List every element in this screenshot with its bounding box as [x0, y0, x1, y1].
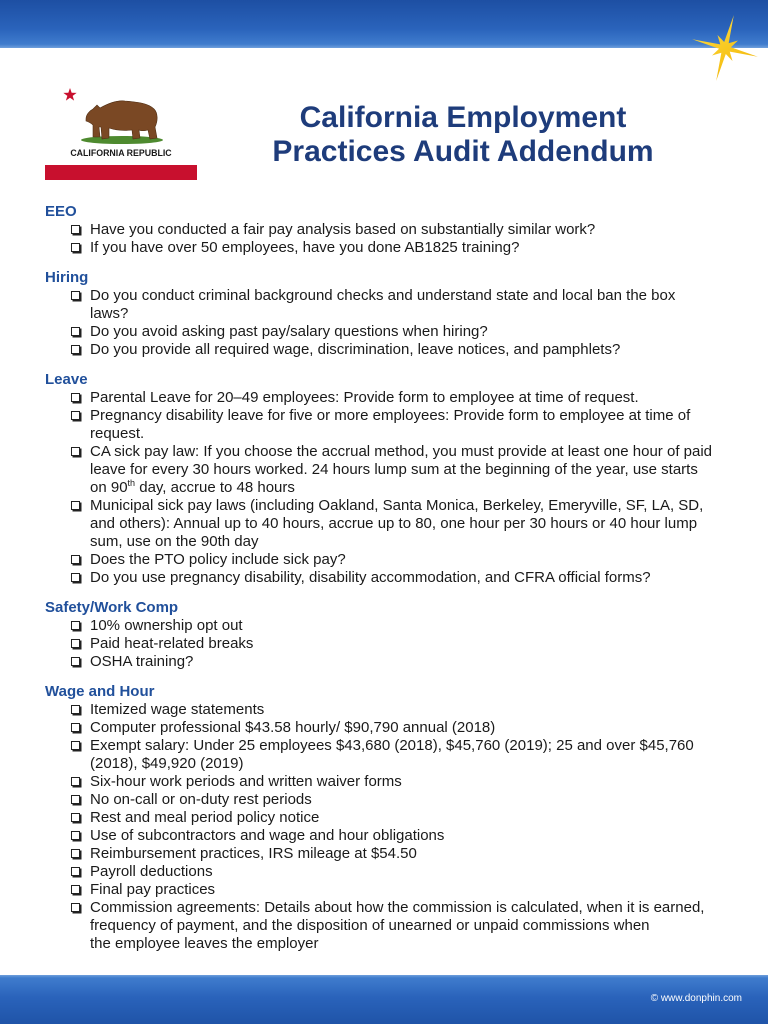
header-bar: [0, 0, 768, 48]
checklist-item-text: [90, 407, 745, 443]
checklist-item: [45, 497, 745, 551]
text-line: Pregnancy disability leave for five or more employees: Provide form to employee at time of: [90, 407, 691, 424]
checklist-item-text: [90, 569, 745, 587]
checklist-item-text: [90, 221, 745, 239]
red-stripe: [45, 165, 197, 180]
checkbox-icon: [71, 327, 80, 336]
text-line: If you have over 50 employees, have you done AB1825 training?: [90, 239, 520, 256]
checklist-item-text: [90, 239, 745, 257]
section-wage-and-hour: [45, 683, 745, 953]
checklist-item: [45, 635, 745, 653]
checklist-item-text: [90, 737, 745, 773]
checklist-item: [45, 719, 745, 737]
section-heading-eeo: EEO: [45, 203, 77, 220]
text-line: [90, 479, 745, 497]
checkbox-icon: [71, 813, 80, 822]
checklist-item: [45, 845, 745, 863]
california-flag: [45, 75, 197, 180]
checklist-item: [45, 791, 745, 809]
section-heading-wage-and-hour: Wage and Hour: [45, 683, 155, 700]
checkbox-icon: [71, 411, 80, 420]
text-line: (2018), $49,920 (2019): [90, 755, 244, 772]
page-title: [199, 101, 727, 169]
text-line: OSHA training?: [90, 653, 194, 670]
section-leave: [45, 371, 745, 587]
checklist-item: [45, 863, 745, 881]
text-line: Reimbursement practices, IRS mileage at $54.50: [90, 845, 417, 862]
checkbox-icon: [71, 741, 80, 750]
text-line: Six-hour work periods and written waiver forms: [90, 773, 402, 790]
checklist-item: [45, 323, 745, 341]
checklist-item-text: [90, 323, 745, 341]
checkbox-icon: [71, 723, 80, 732]
text-line: sum, use on the 90th day: [90, 533, 259, 550]
footer-bar: [0, 975, 768, 1024]
star-rays: [683, 8, 766, 90]
checklist-item: [45, 653, 745, 671]
text-line: Exempt salary: Under 25 employees $43,680 (2018), $45,760 (2019); 25 and over $45,760: [90, 737, 694, 754]
checkbox-icon: [71, 867, 80, 876]
checklist-item-text: [90, 389, 745, 407]
text-line: Have you conducted a fair pay analysis based on substantially similar work?: [90, 221, 596, 238]
section-hiring: [45, 269, 745, 359]
text-line: the employee leaves the employer: [90, 935, 319, 952]
checklist-item-text: [90, 635, 745, 653]
checklist-item: [45, 551, 745, 569]
checklist-item-text: [90, 863, 745, 881]
text-line: Rest and meal period policy notice: [90, 809, 320, 826]
checkbox-icon: [71, 345, 80, 354]
checklist-item: [45, 881, 745, 899]
checkbox-icon: [71, 639, 80, 648]
checklist-item: [45, 287, 745, 323]
text-line: laws?: [90, 305, 129, 322]
copyright-text: © www.donphin.com: [650, 993, 742, 1004]
checkbox-icon: [71, 621, 80, 630]
checklist-item-text: [90, 791, 745, 809]
checklist-item-text: [90, 899, 745, 953]
text-line: Payroll deductions: [90, 863, 213, 880]
checklist-item: [45, 617, 745, 635]
checklist-item-text: [90, 881, 745, 899]
section-eeo: [45, 203, 745, 257]
checkbox-icon: [71, 225, 80, 234]
checkbox-icon: [71, 885, 80, 894]
checklist-item: [45, 773, 745, 791]
flag-label: CALIFORNIA REPUBLIC: [70, 148, 172, 158]
checklist-item-text: [90, 443, 745, 497]
checkbox-icon: [71, 849, 80, 858]
text-line: Does the PTO policy include sick pay?: [90, 551, 346, 568]
section-heading-safety-work-comp: Safety/Work Comp: [45, 599, 179, 616]
checklist-item-text: [90, 341, 745, 359]
checklist-item-text: [90, 653, 745, 671]
text-line: Do you provide all required wage, discrimination, leave notices, and pamphlets?: [90, 341, 621, 358]
checklist: [45, 203, 745, 953]
checklist-item: [45, 341, 745, 359]
text-line: frequency of payment, and the disposition of unearned or unpaid commissions when: [90, 917, 650, 934]
checklist-item: [45, 221, 745, 239]
text-line: 10% ownership opt out: [90, 617, 243, 634]
title-line-2: Practices Audit Addendum: [272, 135, 654, 168]
text-line: leave for every 30 hours worked. 24 hours lump sum at the beginning of the year, use starts: [90, 461, 698, 478]
text-line: Do you avoid asking past pay/salary questions when hiring?: [90, 323, 488, 340]
checklist-item: [45, 239, 745, 257]
checkbox-icon: [71, 243, 80, 252]
text-segment: day, accrue to 48 hours: [135, 479, 295, 496]
title-line-1: California Employment: [299, 101, 627, 134]
checklist-item: [45, 737, 745, 773]
checkbox-icon: [71, 903, 80, 912]
checklist-item-text: [90, 809, 745, 827]
section-heading-leave: Leave: [45, 371, 88, 388]
text-line: Itemized wage statements: [90, 701, 265, 718]
checklist-item: [45, 827, 745, 845]
checkbox-icon: [71, 657, 80, 666]
checkbox-icon: [71, 447, 80, 456]
text-line: Use of subcontractors and wage and hour obligations: [90, 827, 445, 844]
text-line: Commission agreements: Details about how the commission is calculated, when it is earned,: [90, 899, 705, 916]
section-safety-work-comp: [45, 599, 745, 671]
text-line: Do you conduct criminal background checks and understand state and local ban the box: [90, 287, 676, 304]
checkbox-icon: [71, 705, 80, 714]
text-line: Municipal sick pay laws (including Oakland, Santa Monica, Berkeley, Emeryville, SF, LA, SD,: [90, 497, 704, 514]
checklist-item-text: [90, 497, 745, 551]
text-segment: on 90: [90, 479, 128, 496]
checkbox-icon: [71, 501, 80, 510]
checklist-item-text: [90, 617, 745, 635]
text-line: No on-call or on-duty rest periods: [90, 791, 312, 808]
checklist-item-text: [90, 827, 745, 845]
checklist-item-text: [90, 287, 745, 323]
text-line: Computer professional $43.58 hourly/ $90,790 annual (2018): [90, 719, 496, 736]
checkbox-icon: [71, 291, 80, 300]
checklist-item-text: [90, 845, 745, 863]
section-heading-hiring: Hiring: [45, 269, 89, 286]
checkbox-icon: [71, 795, 80, 804]
checklist-item-text: [90, 551, 745, 569]
text-line: Do you use pregnancy disability, disability accommodation, and CFRA official forms?: [90, 569, 651, 586]
checklist-item: [45, 407, 745, 443]
checkbox-icon: [71, 777, 80, 786]
text-line: CA sick pay law: If you choose the accrual method, you must provide at least one hour of paid: [90, 443, 713, 460]
checkbox-icon: [71, 573, 80, 582]
superscript: th: [127, 478, 136, 488]
text-line: and others): Annual up to 40 hours, accrue up to 80, one hour per 30 hours or 40 hour lump: [90, 515, 698, 532]
checklist-item: [45, 389, 745, 407]
checklist-item-text: [90, 719, 745, 737]
checklist-item: [45, 443, 745, 497]
checkbox-icon: [71, 393, 80, 402]
checkbox-icon: [71, 831, 80, 840]
checkbox-icon: [71, 555, 80, 564]
sparkle-star-icon: [680, 8, 766, 90]
text-line: Parental Leave for 20–49 employees: Provide form to employee at time of request.: [90, 389, 639, 406]
checklist-item-text: [90, 773, 745, 791]
text-line: Final pay practices: [90, 881, 216, 898]
checklist-item: [45, 809, 745, 827]
text-line: request.: [90, 425, 145, 442]
checklist-item: [45, 701, 745, 719]
checklist-item-text: [90, 701, 745, 719]
checklist-item: [45, 899, 745, 953]
text-line: Paid heat-related breaks: [90, 635, 254, 652]
checklist-item: [45, 569, 745, 587]
